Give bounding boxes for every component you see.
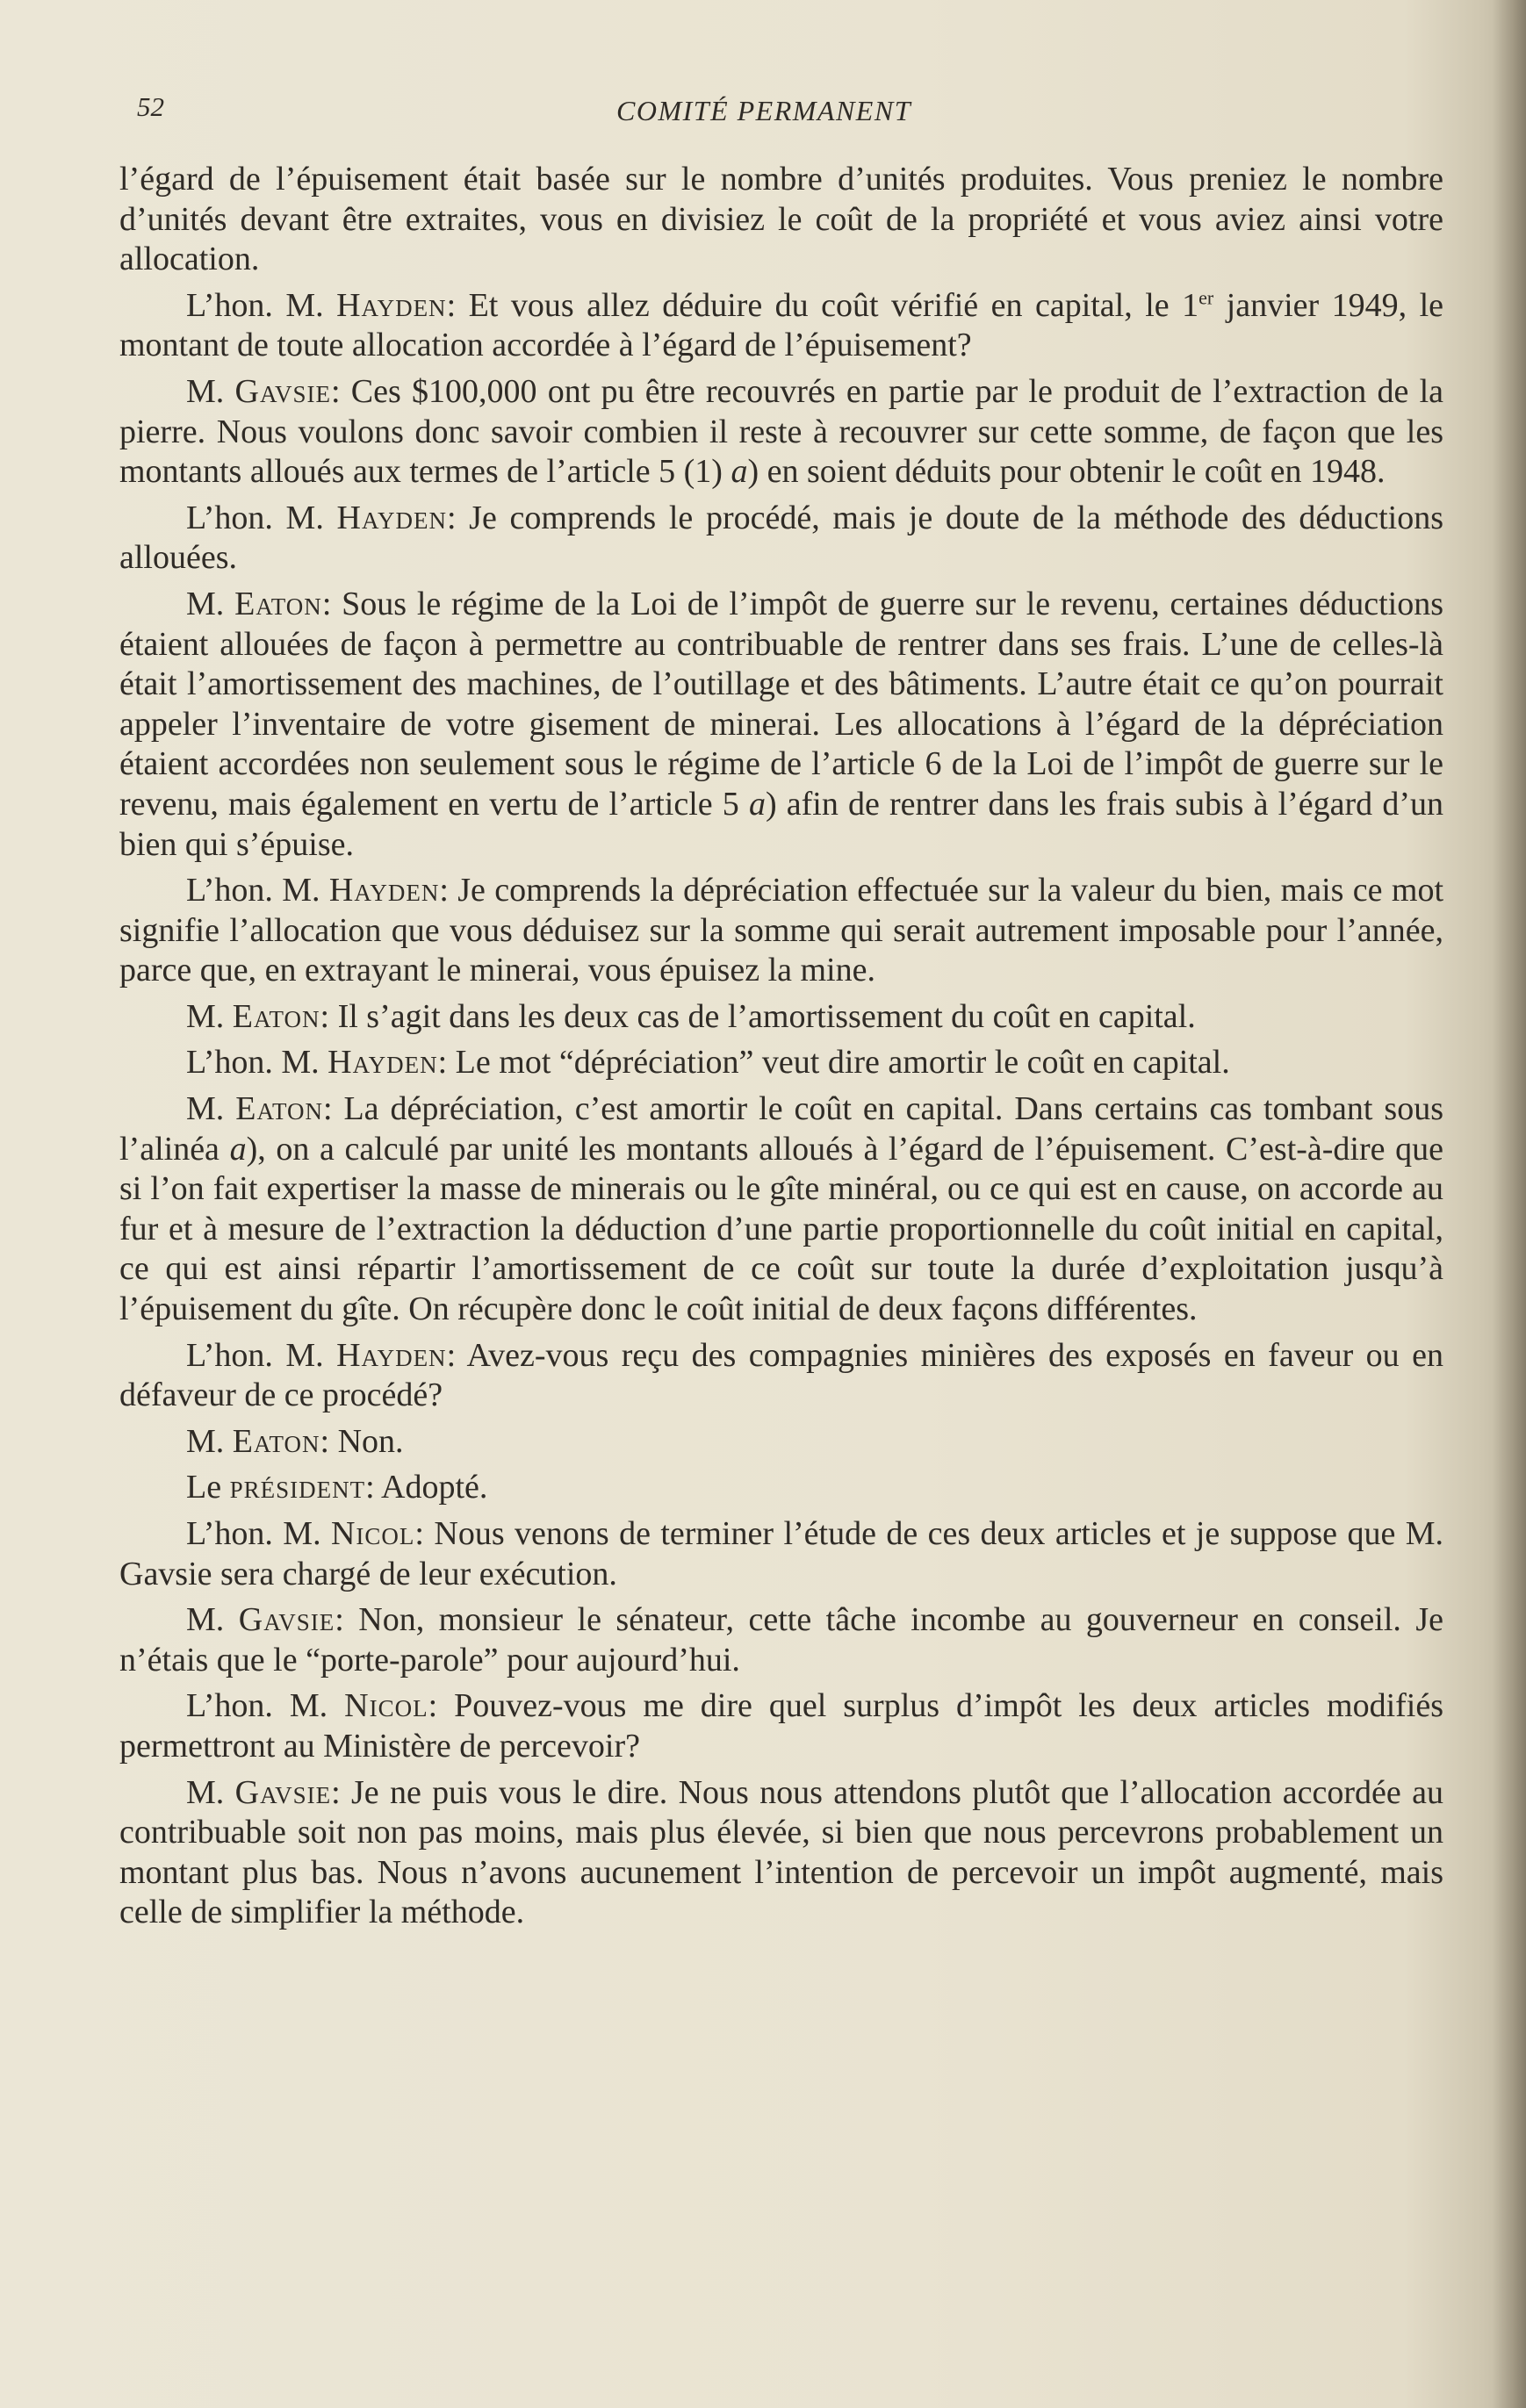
body-text xyxy=(119,160,1443,1939)
speaker-prefix: L’hon. M. xyxy=(186,1336,324,1374)
speaker-name: Gavsie xyxy=(234,1773,332,1811)
paragraph-text: : Avez-vous reçu des compagnies minières des exposés en faveur ou en défaveur de ce procédé? xyxy=(119,1336,1444,1414)
speaker-name: Eaton xyxy=(232,1422,320,1460)
paragraph-12 xyxy=(119,1468,1443,1508)
paragraph-text: : Je comprends le procédé, mais je doute de la méthode des déductions allouées. xyxy=(119,499,1444,577)
italic-letter: a xyxy=(748,785,766,823)
paragraph-15 xyxy=(119,1686,1443,1766)
speaker-prefix: M. xyxy=(186,1090,225,1128)
paragraph-text: : Je ne puis vous le dire. Nous nous attendons plutôt que l’allocation accordée au contribuable soit non pas moins, mais plus élevée, si bien que nous percevrons probablement un montant plus bas. Nous n’avons aucunement l’intention de percevoir un impôt augmenté, mais celle de simplifier la méthode. xyxy=(119,1773,1443,1931)
speaker-name: Gavsie xyxy=(234,372,331,410)
speaker-prefix: L’hon. M. xyxy=(186,286,324,324)
running-head: COMITÉ PERMANENT xyxy=(616,95,911,126)
paragraph-text: : Il s’agit dans les deux cas de l’amortissement du coût en capital. xyxy=(320,997,1196,1035)
paragraph-text: ) afin de rentrer dans les frais subis à l’égard d’un bien qui s’épuise. xyxy=(119,785,1443,863)
speaker-prefix: M. xyxy=(186,372,225,410)
page-binding-shadow xyxy=(1493,0,1526,2408)
speaker-prefix: L’hon. M. xyxy=(186,1044,320,1082)
page-header xyxy=(132,88,1396,140)
paragraph-text: : Non. xyxy=(320,1422,404,1460)
paragraph-text: ), on a calculé par unité les montants alloués à l’égard de l’épuisement. C’est-à-dire que si l’on fait expertiser la masse de minerais ou le gîte minéral, ou ce qui est en cause, on accorde au fur et à mesure de l’extraction la déduction d’une partie proportionnelle du coût initial en capital, ce qui est ainsi répartir l’amortissement de ce coût sur toute la durée d’exploitation jusqu’à l’épuisement du gîte. On récupère donc le coût initial de deux façons différentes. xyxy=(119,1130,1443,1328)
speaker-prefix: L’hon. M. xyxy=(186,872,320,909)
speaker-prefix: M. xyxy=(186,585,225,622)
paragraph-8 xyxy=(119,1043,1443,1083)
speaker-name: Hayden xyxy=(336,499,447,536)
speaker-name: Hayden xyxy=(328,1044,438,1082)
speaker-prefix: M. xyxy=(186,997,225,1035)
superscript-er: er xyxy=(1198,286,1214,309)
paragraph-11 xyxy=(119,1422,1443,1463)
paragraph-13 xyxy=(119,1514,1443,1594)
speaker-prefix: M. xyxy=(186,1422,225,1460)
paragraph-text: : Nous venons de terminer l’étude de ces deux articles et je suppose que M. Gavsie sera chargé de leur exécution. xyxy=(119,1515,1444,1592)
speaker-name: Nicol xyxy=(330,1515,415,1552)
speaker-name: Eaton xyxy=(232,997,320,1035)
paragraph-text: janvier 1949, le montant de toute allocation accordée à l’égard de l’épuisement? xyxy=(119,286,1444,364)
italic-letter: a xyxy=(731,453,748,491)
speaker-prefix: L’hon. M. xyxy=(186,499,324,536)
speaker-name: Hayden xyxy=(336,1336,447,1374)
paragraph-4 xyxy=(119,499,1443,579)
paragraph-text-start: : Et vous allez déduire du coût vérifié en capital, le 1 xyxy=(446,286,1199,324)
paragraph-6 xyxy=(119,871,1443,991)
paragraph-10 xyxy=(119,1336,1443,1416)
paragraph-text-start: : Ces $100,000 ont pu être recouvrés en partie par le produit de l’extraction de la pierre. Nous voulons donc savoir combien il reste à recouvrer sur cette somme, de façon que les montants alloués aux termes de l’article 5 (1) xyxy=(119,372,1443,491)
paragraph-text: : Je comprends la dépréciation effectuée sur la valeur du bien, mais ce mot signifie l’allocation que vous déduisez sur la somme qui serait autrement imposable pour l’année, parce que, en extrayant le minerai, vous épuisez la mine. xyxy=(119,872,1443,989)
paragraph-text: : Adopté. xyxy=(365,1469,488,1506)
speaker-name: Nicol xyxy=(344,1687,428,1725)
speaker-prefix: M. xyxy=(186,1601,225,1639)
italic-letter: a xyxy=(229,1130,247,1168)
speaker-name: Eaton xyxy=(235,1090,323,1128)
paragraph-16 xyxy=(119,1773,1443,1933)
paragraph-1 xyxy=(119,160,1443,280)
speaker-name: Hayden xyxy=(336,286,447,324)
paragraph-9 xyxy=(119,1089,1443,1330)
paragraph-5 xyxy=(119,585,1443,865)
speaker-prefix: L’hon. M. xyxy=(186,1515,321,1552)
paragraph-2 xyxy=(119,286,1443,366)
page-number: 52 xyxy=(137,91,164,122)
paragraph-text-start: : Sous le régime de la Loi de l’impôt de guerre sur le revenu, certaines déductions étaient allouées de façon à permettre au contribuable de rentrer dans ses frais. L’une de celles-là était l’amortissement des machines, de l’outillage et des bâtiments. L’autre était ce qu’on pourrait appeler l’inventaire de votre gisement de minerai. Les allocations à l’égard de la dépréciation étaient accordées non seulement sous le régime de l’article 6 de la Loi de l’impôt de guerre sur le revenu, mais également en vertu de l’article 5 xyxy=(119,585,1443,823)
speaker-name: Eaton xyxy=(234,585,322,622)
speaker-name: Hayden xyxy=(328,872,440,909)
speaker-prefix: L’hon. M. xyxy=(186,1687,328,1725)
speaker-name: président xyxy=(229,1469,366,1506)
paragraph-7 xyxy=(119,997,1443,1038)
speaker-prefix: M. xyxy=(186,1773,225,1811)
paragraph-text: : Pouvez-vous me dire quel surplus d’impôt les deux articles modifiés permettront au Ministère de percevoir? xyxy=(119,1687,1444,1765)
paragraph-3 xyxy=(119,372,1443,492)
speaker-prefix: Le xyxy=(186,1469,222,1506)
paragraph-text: l’égard de l’épuisement était basée sur le nombre d’unités produites. Vous preniez le nombre d’unités devant être extraites, vous en divisiez le coût de la propriété et vous aviez ainsi votre allocation. xyxy=(119,161,1443,278)
paragraph-text: : Non, monsieur le sénateur, cette tâche incombe au gouverneur en conseil. Je n’étais que le “porte-parole” pour aujourd’hui. xyxy=(119,1601,1443,1678)
paragraph-text-start: : La dépréciation, c’est amortir le coût en capital. Dans certains cas tombant sous l’alinéa xyxy=(119,1090,1443,1168)
paragraph-text: : Le mot “dépréciation” veut dire amortir le coût en capital. xyxy=(437,1044,1230,1082)
paragraph-14 xyxy=(119,1600,1443,1680)
paragraph-text: ) en soient déduits pour obtenir le coût en 1948. xyxy=(747,453,1386,491)
speaker-name: Gavsie xyxy=(238,1601,335,1639)
